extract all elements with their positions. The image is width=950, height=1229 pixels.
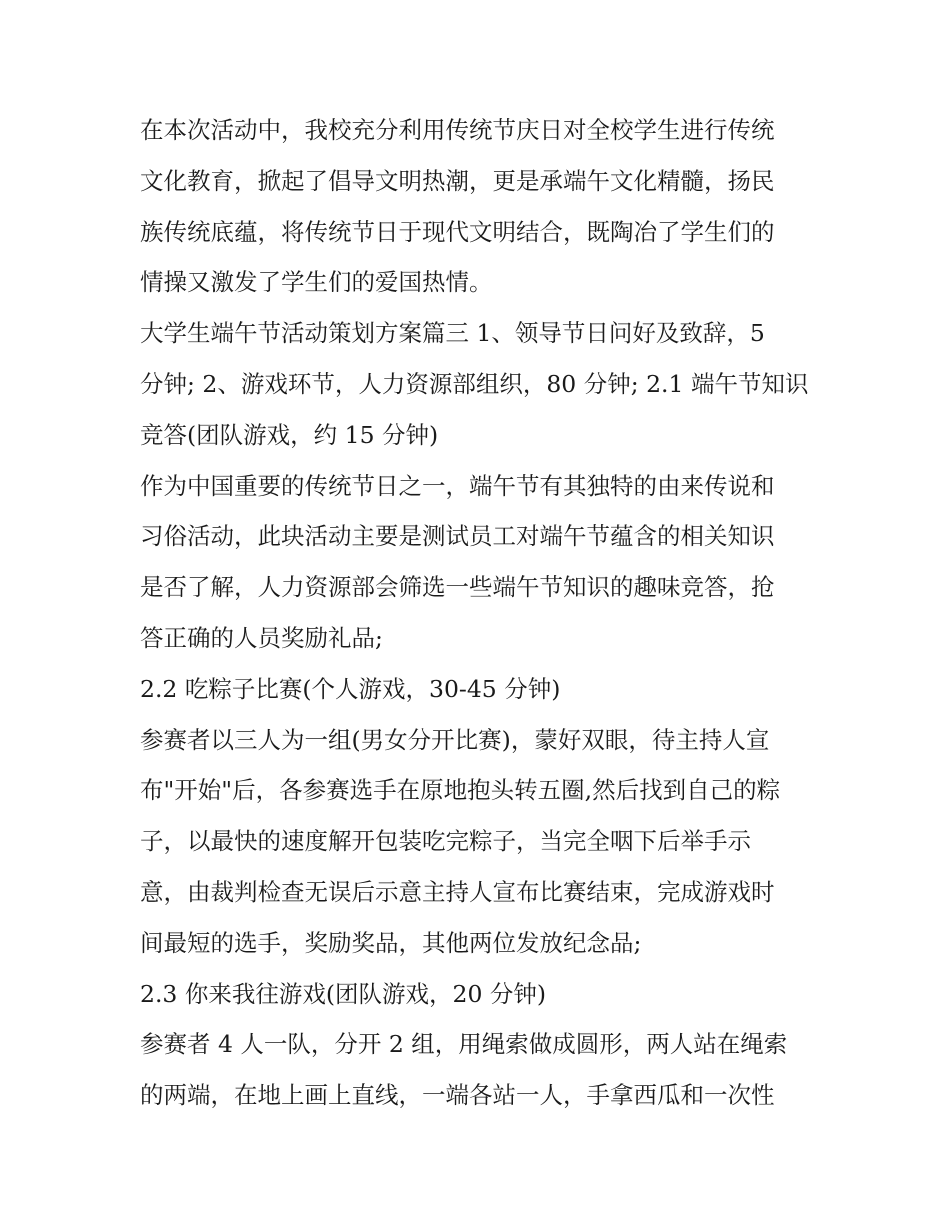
- text-line: 参赛者 4 人一队，分开 2 组，用绳索做成圆形，两人站在绳索: [140, 1030, 788, 1059]
- text-line: 意，由裁判检查无误后示意主持人宣布比赛结束，完成游戏时: [140, 877, 775, 906]
- text-line: 参赛者以三人为一组(男女分开比赛)，蒙好双眼，待主持人宣: [140, 725, 770, 754]
- text-line: 竞答(团队游戏，约 15 分钟): [140, 420, 439, 449]
- text-line: 大学生端午节活动策划方案篇三 1、领导节日问好及致辞，5: [140, 319, 765, 348]
- text-line: 分钟; 2、游戏环节，人力资源部组织，80 分钟; 2.1 端午节知识: [140, 369, 809, 398]
- text-line: 的两端，在地上画上直线，一端各站一人，手拿西瓜和一次性: [140, 1081, 775, 1110]
- paragraph-intro: [140, 105, 812, 308]
- text-line: 作为中国重要的传统节日之一，端午节有其独特的由来传说和: [140, 471, 775, 500]
- text-line: 2.3 你来我往游戏(团队游戏，20 分钟): [140, 979, 547, 1008]
- text-line: 习俗活动，此块活动主要是测试员工对端午节蕴含的相关知识: [140, 522, 775, 551]
- paragraph-game-rules: [140, 1019, 812, 1121]
- paragraph-quiz-description: [140, 461, 812, 664]
- text-line: 情操又激发了学生们的爱国热情。: [140, 268, 493, 297]
- document-body: [140, 105, 812, 1121]
- text-line: 在本次活动中，我校充分利用传统节庆日对全校学生进行传统: [140, 116, 775, 144]
- text-line: 文化教育，掀起了倡导文明热潮，更是承端午文化精髓，扬民: [140, 166, 775, 195]
- text-line: 答正确的人员奖励礼品;: [140, 623, 383, 652]
- text-line: 是否了解，人力资源部会筛选一些端午节知识的趣味竞答，抢: [140, 573, 775, 602]
- text-line: 族传统底蕴，将传统节日于现代文明结合，既陶冶了学生们的: [140, 217, 775, 246]
- section-heading-back-and-forth-game: [140, 969, 812, 1020]
- text-line: 子，以最快的速度解开包装吃完粽子，当完全咽下后举手示: [140, 827, 751, 856]
- text-line: 间最短的选手，奖励奖品，其他两位发放纪念品;: [140, 928, 642, 957]
- text-line: 布"开始"后，各参赛选手在原地抱头转五圈,然后找到自己的粽: [140, 776, 781, 805]
- text-line: 2.2 吃粽子比赛(个人游戏，30-45 分钟): [140, 674, 561, 703]
- paragraph-zongzi-rules: [140, 715, 812, 969]
- paragraph-plan-heading: [140, 308, 812, 460]
- section-heading-zongzi-contest: [140, 664, 812, 715]
